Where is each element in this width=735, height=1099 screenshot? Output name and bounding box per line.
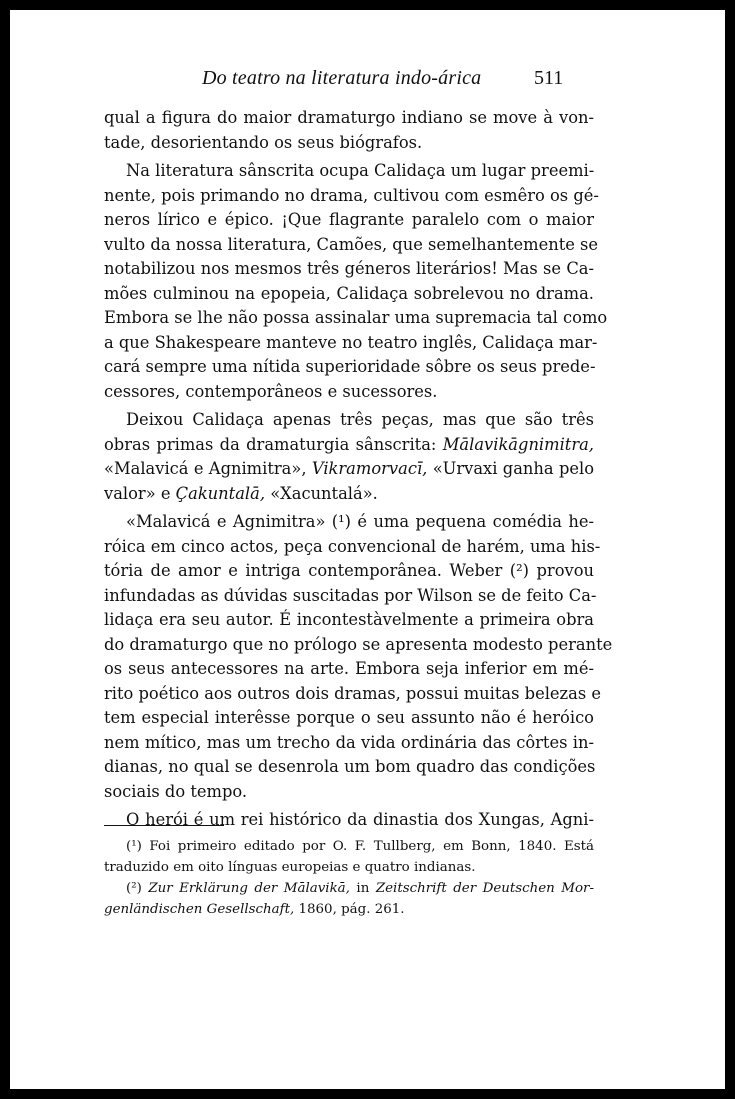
text-line: tade, desorientando os seus biógrafos. <box>104 132 423 152</box>
text-line: Deixou Calidaça apenas três peças, mas que são três <box>126 410 594 429</box>
text-line: róica em cinco actos, peça convencional de harém, uma his- <box>104 536 601 556</box>
text-line: Na literatura sânscrita ocupa Calidaça um lugar preemi- <box>126 161 595 180</box>
footnote-divider <box>104 825 224 826</box>
text-line: a que Shakespeare manteve no teatro inglês, Calidaça mar- <box>104 332 598 352</box>
text-line: rito poético aos outros dois dramas, possui muitas belezas e <box>104 683 601 703</box>
page-number: 511 <box>534 67 564 89</box>
text-line: nente, pois primando no drama, cultivou com esmêro os gé- <box>104 185 599 205</box>
text-line: mões culminou na epopeia, Calidaça sobrelevou no drama. <box>104 283 594 303</box>
text-run: in <box>356 881 370 896</box>
text-line <box>104 433 594 458</box>
running-title: Do teatro na literatura indo-árica <box>202 67 482 89</box>
text-line: os seus antecessores na arte. Embora seja inferior em mé- <box>104 659 594 678</box>
text-run: obras primas da dramaturgia sânscrita: <box>104 434 437 454</box>
text-line: nem mítico, mas um trecho da vida ordinária das côrtes in- <box>104 732 594 752</box>
text-line: tória de amor e intriga contemporânea. Weber (²) provou <box>104 561 594 580</box>
text-line: dianas, no qual se desenrola um bom quadro das condições <box>104 757 596 776</box>
text-line: notabilizou nos mesmos três géneros literários! Mas se Ca- <box>104 259 594 278</box>
text-line: qual a figura do maior dramaturgo indiano se move à von- <box>104 108 594 127</box>
text-run: «Malavicá e Agnimitra», <box>104 459 307 478</box>
text-line: «Malavicá e Agnimitra» (¹) é uma pequena comédia he- <box>126 512 594 531</box>
text-line: neros lírico e épico. ¡Que flagrante paralelo com o maior <box>104 210 594 229</box>
footnotes <box>104 836 594 920</box>
body-text <box>104 106 613 833</box>
text-line: tem especial interêsse porque o seu assunto não é heróico <box>104 708 594 727</box>
play-title: Vikramorvacī, <box>311 459 428 478</box>
text-line: O herói é um rei histórico da dinastia dos Xungas, Agni- <box>126 810 594 829</box>
text-line <box>104 482 594 507</box>
journal-title: genländischen Gesellschaft, <box>104 902 295 917</box>
text-line: cessores, contemporâneos e sucessores. <box>104 381 438 401</box>
text-line <box>104 457 594 482</box>
footnote-line: (¹) Foi primeiro editado por O. F. Tullberg, em Bonn, 1840. Está <box>126 839 594 854</box>
play-title: Mālavikāgnimitra, <box>442 434 594 454</box>
work-title: Zur Erklärung der Mālavikā, <box>148 881 350 896</box>
footnote-line <box>104 878 594 899</box>
text-run: «Xacuntalá». <box>270 483 378 503</box>
text-run: «Urvaxi ganha pelo <box>432 459 595 478</box>
text-line: do dramaturgo que no prólogo se apresenta modesto perante <box>104 634 613 654</box>
text-line: vulto da nossa literatura, Camões, que semelhantemente se <box>104 234 599 254</box>
text-line: infundadas as dúvidas suscitadas por Wilson se de feito Ca- <box>104 585 597 605</box>
footnote-line <box>104 899 594 920</box>
text-line: Embora se lhe não possa assinalar uma supremacia tal como <box>104 308 608 327</box>
footnote-marker: (²) <box>126 881 142 896</box>
journal-title: Zeitschrift der Deutschen Mor- <box>375 881 594 896</box>
text-line: lidaça era seu autor. É incontestàvelmente a primeira obra <box>104 610 594 629</box>
footnote-line: traduzido em oito línguas europeias e quatro indianas. <box>104 860 476 875</box>
book-page <box>10 10 725 1089</box>
play-title: Çakuntalā, <box>175 483 265 503</box>
text-run: 1860, pág. 261. <box>298 902 405 917</box>
running-head <box>10 67 725 95</box>
text-run: valor» e <box>104 483 171 503</box>
text-line: sociais do tempo. <box>104 781 248 801</box>
text-line: cará sempre uma nítida superioridade sôbre os seus prede- <box>104 357 596 376</box>
